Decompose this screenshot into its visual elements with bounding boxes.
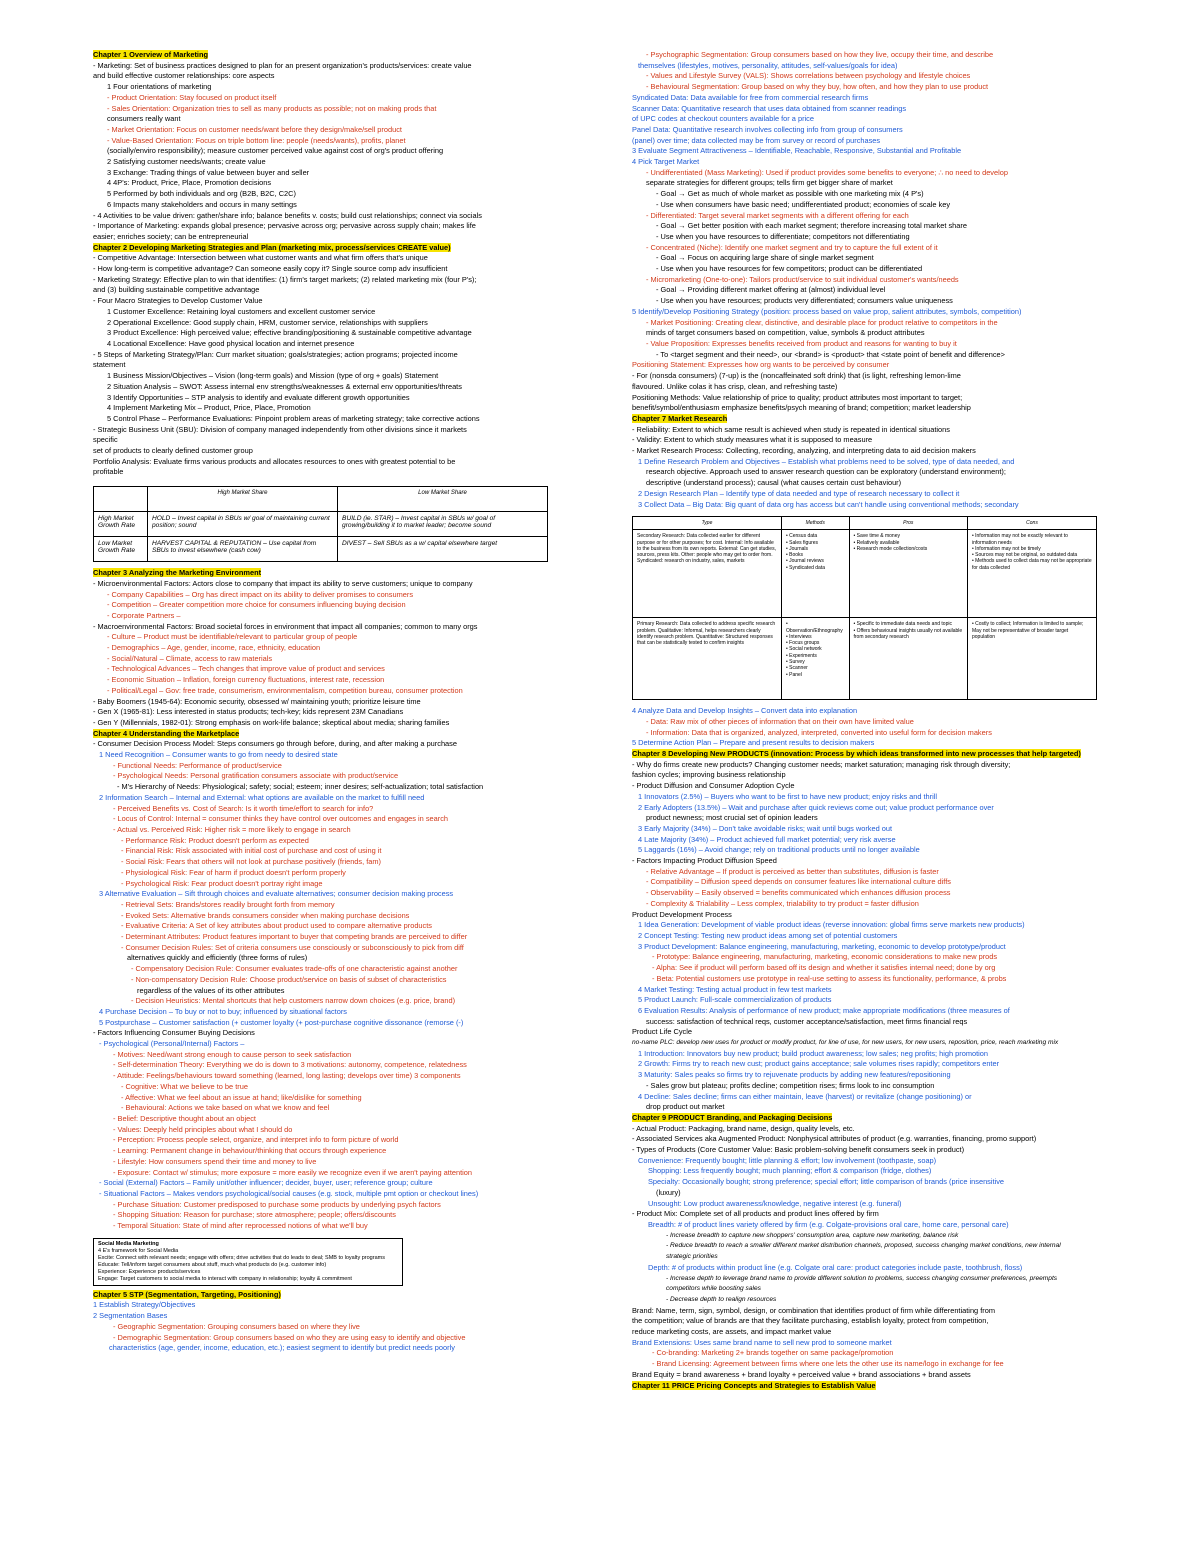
text-line: Shopping: Less frequently bought; much planning; effort & comparison (fridge, clothes) [648, 1166, 932, 1176]
text-line: - Factors Impacting Product Diffusion Speed [632, 856, 777, 866]
text-line: - Technological Advances – Tech changes that improve value of product and services [107, 664, 385, 674]
box-line: Experience: Experience products/services [98, 1268, 201, 1275]
text-line: Unsought: Low product awareness/knowledge, negative interest (e.g. funeral) [648, 1198, 902, 1208]
text-line: - Observability – Easily observed = benefits communicated which enhances diffusion process [646, 888, 951, 898]
text-line: - Gen X (1965-81): Less interested in status products; tech-key; kids represent 23M Canadians [93, 707, 404, 717]
text-line: 3 Collect Data – Big Data: Big quant of data org has access but can't handle using conventional methods; secondary [638, 499, 1019, 509]
text-line: 2 Satisfying customer needs/wants; create value [107, 157, 266, 167]
text-line: 5 Determine Action Plan – Prepare and present results to decision makers [632, 738, 875, 748]
text-line: 2 Segmentation Bases [93, 1311, 168, 1321]
text-line: 1 Need Recognition – Consumer wants to go from needy to desired state [99, 750, 338, 760]
text-line: 1 Innovators (2.5%) – Buyers who want to be first to have new product; enjoy risks and thrill [638, 791, 938, 801]
text-line: - Political/Legal – Gov: free trade, consumerism, environmentalism, competition bureau, consumer protection [107, 685, 463, 695]
table-header-cell: Methods [782, 517, 850, 530]
text-line: - Actual Product: Packaging, brand name, design, quality levels, etc. [632, 1123, 855, 1133]
text-line: 3 Alternative Evaluation – Sift through choices and evaluate alternatives; consumer decision making process [99, 889, 454, 899]
text-line: - Competition – Greater competition more choice for consumers influencing buying decision [107, 600, 406, 610]
chapter9-section [632, 1113, 1097, 1391]
text-line: - Reduce breadth to reach a smaller different market distribution channels, proposed, success changing market conditions, new internal [666, 1242, 1061, 1250]
text-line: - Functional Needs: Performance of product/service [113, 760, 282, 770]
text-line: reduce marketing costs, are assets, and impact market value [632, 1327, 832, 1337]
text-line: - Strategic Business Unit (SBU): Division of company managed independently from other divisions since it markets [93, 424, 467, 434]
text-line: - To <target segment and their need>, our <brand> is <product> that <state point of benefit and difference> [656, 349, 1005, 359]
chapter-heading [632, 1381, 1097, 1392]
text-line: competitors while boosting sales [666, 1285, 761, 1293]
table-header-cell [94, 487, 148, 512]
text-line: - Macroenvironmental Factors: Broad societal forces in environment that impact all companies; common to many orgs [93, 621, 478, 631]
table-cell: • Save time & money • Relatively available • Research mode collection/costs [849, 530, 968, 618]
text-line: - Product Diffusion and Consumer Adoption Cycle [632, 781, 795, 791]
text-line: 1 Establish Strategy/Objectives [93, 1300, 196, 1310]
left-column [93, 50, 553, 1354]
text-line: 5 Laggards (16%) – Avoid change; rely on traditional products until no longer available [638, 845, 920, 855]
chapter1-section [93, 50, 553, 243]
text-line: specific [93, 435, 118, 445]
table-cell: • Information may not be exactly relevant to information needs • Information may not be timely • Sources may not be original, so outdated data • Methods used to collect data may not be appropriate for data collected [968, 530, 1097, 618]
text-line: themselves (lifestyles, motives, personality, attitudes, self-values/goals for idea) [638, 60, 898, 70]
text-line: - Social (External) Factors – Family unit/other influencer; decider, buyer, user; reference group; culture [99, 1178, 433, 1188]
text-line: - Psychographic Segmentation: Group consumers based on how they live, occupy their time, and describe [646, 50, 994, 59]
text-line: - Performance Risk: Product doesn't perform as expected [121, 835, 309, 845]
text-line: 2 Design Research Plan – Identify type of data needed and type of research necessary to collect it [638, 488, 960, 498]
table-header-row [94, 487, 548, 512]
text-line: regardless of the values of its other attributes [137, 985, 285, 995]
chapter-heading [93, 568, 553, 579]
text-line: consumers really want [107, 114, 181, 124]
text-line: profitable [93, 467, 124, 477]
text-line: 2 Information Search – Internal and External: what options are available on the market to fulfill need [99, 792, 425, 802]
text-line: - Corporate Partners – [107, 610, 181, 620]
text-line: - Value-Based Orientation: Focus on triple bottom line: people (needs/wants), profits, planet [107, 135, 406, 145]
text-line: statement [93, 360, 126, 370]
text-line: - Microenvironmental Factors: Actors close to company that impact its ability to serve customers; unique to company [93, 578, 473, 588]
text-line: - Belief: Descriptive thought about an object [113, 1113, 256, 1123]
text-line: - How long-term is competitive advantage? Can someone easily copy it? Single source comp adv insufficient [93, 264, 448, 274]
text-line: strategic priorities [666, 1253, 718, 1261]
text-line: 2 Situation Analysis – SWOT: Assess internal env strengths/weaknesses & external env opportunities/threats [107, 381, 462, 391]
text-line: - Psychological Needs: Personal gratification consumers associate with product/service [113, 771, 399, 781]
text-line: - Complexity & Trialability – Less complex, trialability to try product = faster diffusion [646, 898, 919, 908]
heading-highlight: Chapter 2 Developing Marketing Strategies and Plan (marketing mix, process/services CREATE value) [93, 242, 451, 252]
text-line: - Affective: What we feel about an issue at hand; like/dislike for something [121, 1092, 362, 1102]
table-header-row [633, 517, 1097, 530]
text-line: flavoured. Unlike colas it has crisp, clean, and refreshing taste) [632, 381, 838, 391]
text-line: - For (nonsda consumers) (7-up) is the (noncaffeinated soft drink) that (is light, refreshing lemon-lime [632, 371, 961, 381]
text-line: - Competitive Advantage: Intersection between what customer wants and what firm offers that's unique [93, 253, 428, 263]
text-line: - Use when you have resources to differentiate; competitors not differentiating [656, 231, 910, 241]
text-line: - Purchase Situation: Customer predisposed to purchase some products by underlying psych factors [113, 1199, 441, 1209]
text-line: - Product Mix: Complete set of all products and product lines offered by firm [632, 1209, 879, 1219]
analysis-section [632, 706, 1097, 749]
table-row [633, 530, 1097, 618]
segmentation-section [632, 50, 1097, 414]
research-types-table [632, 516, 1097, 700]
text-line: - Economic Situation – Inflation, foreign currency fluctuations, interest rate, recession [107, 675, 385, 685]
text-line: set of products to clearly defined customer group [93, 446, 253, 456]
text-line: and (3) building sustainable competitive advantage [93, 285, 260, 295]
text-line: - Values: Deeply held principles about what I should do [113, 1124, 293, 1134]
table-header-cell: Pros [849, 517, 968, 530]
text-line: - Self-determination Theory: Everything we do is down to 3 motivations: autonomy, competence, relatedness [113, 1060, 467, 1070]
table-header-cell: Cons [968, 517, 1097, 530]
text-line: Brand: Name, term, sign, symbol, design, or combination that identifies product of firm while differentiating from [632, 1305, 995, 1315]
chapter8-section [632, 749, 1097, 1113]
text-line: - Motives: Need/want strong enough to cause person to seek satisfaction [113, 1049, 352, 1059]
text-line: - Perception: Process people select, organize, and interpret info to form picture of world [113, 1135, 399, 1145]
text-line: 4 Late Majority (34%) – Product achieved full market potential; very risk averse [638, 834, 896, 844]
text-line: 3 Identify Opportunities – STP analysis to identify and evaluate different growth opportunities [107, 392, 410, 402]
text-line: 1 Introduction: Innovators buy new product; build product awareness; low sales; neg profits; high promotion [638, 1048, 989, 1058]
text-line: - Geographic Segmentation: Grouping consumers based on where they live [113, 1321, 360, 1331]
text-line: - Gen Y (Millennials, 1982-01): Strong emphasis on work-life balance; skeptical about media; sharing families [93, 717, 450, 727]
text-line: - Use when you have resources; products very differentiated; consumers value uniqueness [656, 296, 953, 306]
text-line: - Cognitive: What we believe to be true [121, 1081, 248, 1091]
text-line: - Goal → Get as much of whole market as possible with one marketing mix (4 P's) [656, 189, 924, 199]
text-line: - Exposure: Contact w/ stimulus; more exposure = more easily we recognize even if we aren't paying attention [113, 1167, 473, 1177]
text-line: 1 Idea Generation: Development of viable product ideas (reverse innovation: global firms serve markets new products) [638, 920, 1025, 930]
text-line: 3 Early Majority (34%) – Don't take avoidable risks; wait until bugs worked out [638, 823, 893, 833]
table-row [633, 618, 1097, 700]
text-line: - Market Research Process: Collecting, recording, analyzing, and interpreting data to aid decision makers [632, 446, 976, 456]
text-line: - Retrieval Sets: Brands/stores readily brought forth from memory [121, 899, 335, 909]
table-cell: Low Market Growth Rate [94, 537, 148, 562]
text-line: Specialty: Occasionally bought; strong preference; special effort; little comparison of brands (price insensitive [648, 1177, 1005, 1187]
text-line: - Concentrated (Niche): Identify one market segment and try to capture the full extent of it [646, 242, 938, 252]
text-line: 6 Evaluation Results: Analysis of performance of new product; make appropriate modifications (three measures of [638, 1005, 1010, 1015]
chapter2-section [93, 243, 553, 478]
text-line: - Baby Boomers (1945-64): Economic security, obsessed w/ maintaining youth; prioritize leisure time [93, 696, 421, 706]
text-line: 4 Decline: Sales decline; firms can either maintain, leave (harvest) or revitalize (change positioning) or [638, 1091, 972, 1101]
text-line: - Shopping Situation: Reason for purchase; store atmosphere; people; offers/discounts [113, 1210, 396, 1220]
text-line: Convenience: Frequently bought; little planning & effort; low involvement (toothpaste, soap) [638, 1155, 937, 1165]
text-line: - Learning: Permanent change in behaviour/thinking that occurs through experience [113, 1146, 387, 1156]
text-line: Portfolio Analysis: Evaluate firms various products and allocates resources to ones with greatest potential to be [93, 456, 456, 466]
text-line: Panel Data: Quantitative research involves collecting info from group of consumers [632, 124, 903, 134]
text-line: 1 Define Research Problem and Objectives – Establish what problems need to be solved, type of data needed, and [638, 456, 1015, 466]
box-line: Social Media Marketing [98, 1240, 159, 1247]
text-line: - Sales Orientation: Organization tries to sell as many products as possible; not on making prods that [107, 103, 437, 113]
text-line: descriptive (understand process); causal (what causes certain cust behaviour) [646, 478, 902, 488]
text-line: - Non-compensatory Decision Rule: Choose product/service on basis of subset of characteristics [131, 974, 447, 984]
text-line: - Micromarketing (One-to-one): Tailors product/service to suit individual customer's wants/needs [646, 274, 959, 284]
text-line: 4 Locational Excellence: Have good physical location and internet presence [107, 338, 355, 348]
chapter-heading [93, 243, 553, 254]
text-line: of UPC codes at checkout counters available for a price [632, 114, 814, 124]
chapter-heading [93, 729, 553, 740]
text-line: - Co-branding: Marketing 2+ brands together on same package/promotion [652, 1348, 894, 1358]
heading-highlight: Chapter 4 Understanding the Marketplace [93, 728, 240, 738]
text-line: 3 Maturity: Sales peaks so firms try to rejuvenate products by adding new features/repositioning [638, 1070, 951, 1080]
text-line: - Demographic Segmentation: Group consumers based on who they are using easy to identify and objective [113, 1332, 466, 1342]
table-cell: • Census data • Sales figures • Journals • Books • Journal reviews • Syndicated data [782, 530, 850, 618]
portfolio-analysis-table [93, 486, 548, 562]
text-line: - Four Macro Strategies to Develop Customer Value [93, 296, 263, 306]
text-line: - Differentiated: Target several market segments with a different offering for each [646, 210, 909, 220]
text-line: - Culture – Product must be identifiable/relevant to particular group of people [107, 632, 358, 642]
text-line: - Psychological (Personal/Internal) Factors – [99, 1039, 245, 1049]
table-cell: HARVEST CAPITAL & REPUTATION – Use capital from SBUs to invest elsewhere (cash cow) [148, 537, 338, 562]
text-line: Scanner Data: Quantitative research that uses data obtained from scanner readings [632, 103, 907, 113]
text-line: 5 Performed by both individuals and org (B2B, B2C, C2C) [107, 189, 296, 199]
text-line: the competition; value of brands are that they facilitate purchasing, establish loyalty, protect from competition, [632, 1316, 989, 1326]
text-line: - Use when you have resources for few competitors; product can be differentiated [656, 264, 923, 274]
text-line: characteristics (age, gender, income, education, etc.); easiest segment to identify but predict needs poorly [109, 1343, 455, 1353]
text-line: - Locus of Control: Internal = consumer thinks they have control over outcomes and engages in search [113, 814, 449, 824]
chapter-heading [93, 1290, 553, 1301]
text-line: - Values and Lifestyle Survey (VALS): Shows correlations between psychology and lifestyle choices [646, 71, 971, 81]
text-line: Product Development Process [632, 909, 732, 919]
text-line: - Temporal Situation: State of mind after reprocessed notions of what we'll buy [113, 1221, 368, 1231]
text-line: - Psychological Risk: Fear product doesn't portray right image [121, 878, 323, 888]
text-line: - Financial Risk: Risk associated with initial cost of purchase and cost of using it [121, 846, 382, 856]
chapter-heading [632, 1113, 1097, 1124]
text-line: 1 Four orientations of marketing [107, 82, 212, 92]
text-line: 4 Analyze Data and Develop Insights – Convert data into explanation [632, 706, 858, 716]
box-line: Educate: Tell/inform target consumers about stuff, much what products do (e.g. customer info) [98, 1261, 327, 1268]
box-line: Excite: Connect with relevant needs; engage with offers; drive activities that do leads to deal; SMB to loyalty programs [98, 1254, 385, 1261]
heading-highlight: Chapter 8 Developing New PRODUCTS (innovation: Process by which ideas transformed into new processes that help targeted) [632, 749, 1081, 759]
heading-highlight: Chapter 1 Overview of Marketing [93, 50, 208, 59]
chapter3-section [93, 568, 553, 729]
text-line: - Marketing: Set of business practices designed to plan for an present organization's products/services: create value [93, 60, 472, 70]
text-line: - Market Orientation: Focus on customer needs/want before they design/make/sell product [107, 124, 402, 134]
text-line: minds of target consumers based on competition, value, symbols & product attributes [646, 328, 925, 338]
text-line: - Value Proposition: Expresses benefits received from product and reasons for wanting to buy it [646, 338, 957, 348]
text-line: 3 Product Development: Balance engineering, manufacturing, marketing, economic to develop prototype/product [638, 941, 1006, 951]
text-line: Brand Extensions: Uses same brand name to sell new prod to someone market [632, 1337, 892, 1347]
heading-highlight: Chapter 9 PRODUCT Branding, and Packaging Decisions [632, 1112, 833, 1122]
text-line: - Goal → Focus on acquiring large share of single market segment [656, 253, 874, 263]
right-column [632, 50, 1097, 1391]
text-line: - Factors Influencing Consumer Buying Decisions [93, 1028, 255, 1038]
text-line: 4 Pick Target Market [632, 157, 700, 167]
text-line: - Why do firms create new products? Changing customer needs; market saturation; managing risk through diversity; [632, 759, 1011, 769]
text-line: - Consumer Decision Rules: Set of criteria consumers use consciously or subconsciously to pick from diff [121, 942, 464, 952]
text-line: - Increase depth to leverage brand name to provide different solution to problems, success changing consumer preferences, preempts [666, 1274, 1058, 1282]
chapter5-section [93, 1290, 553, 1354]
text-line: - Consumer Decision Process Model: Steps consumers go through before, during, and after making a purchase [93, 739, 457, 749]
text-line: 4 Purchase Decision – To buy or not to buy; influenced by situational factors [99, 1006, 348, 1016]
text-line: fashion cycles; improving business relationship [632, 770, 786, 780]
text-line: - Behavioural: Actions we take based on what we know and feel [121, 1103, 330, 1113]
text-line: easier; enriches society; can be entrepreneurial [93, 231, 249, 241]
heading-highlight: Chapter 11 PRICE Pricing Concepts and Strategies to Establish Value [632, 1380, 876, 1390]
text-line: benefit/symbol/enthusiasm emphasize benefits/psych meaning of brand; competition; market leadership [632, 403, 971, 413]
text-line: - M's Hierarchy of Needs: Physiological; safety; social; esteem; inner desires; self-actualization; total satisfaction [117, 782, 484, 792]
text-line: Product Life Cycle [632, 1027, 692, 1037]
text-line: - Beta: Potential customers use prototype in real-use setting to assess its functionality, performance, & probs [652, 973, 1007, 983]
text-line: - Associated Services aka Augmented Product: Nonphysical attributes of product (e.g. warranties, financing, promo support) [632, 1134, 1037, 1144]
text-line: success: satisfaction of technical reqs, customer acceptance/satisfaction, meet firms financial reqs [646, 1016, 968, 1026]
text-line: 1 Customer Excellence: Retaining loyal customers and excellent customer service [107, 306, 376, 316]
chapter-heading [93, 50, 553, 61]
box-line: Engage: Target customers to social media to interact with company in relationship; loyalty & commitment [98, 1275, 352, 1282]
text-line: 2 Concept Testing: Testing new product ideas among set of potential customers [638, 931, 898, 940]
text-line: no-name PLC: develop new uses for product or modify product, for line of use, for new users, for new users, reposition, price, reach marketing mix [632, 1039, 1059, 1047]
text-line: - Undifferentiated (Mass Marketing): Used if product provides some benefits to everyone; ∴ no need to develop [646, 167, 1008, 177]
text-line: - Alpha: See if product will perform based off its design and whether it satisfies internal need; done by org [652, 963, 996, 973]
text-line: - Types of Products (Core Customer Value: Basic problem-solving benefit consumers seek in product) [632, 1145, 965, 1155]
table-cell: Primary Research: Data collected to address specific research problem. Qualitative: Informal, helps researchers clearly identify research problem. Quantitative: Structured responses that can be statistically tested to confirm insights [633, 618, 782, 700]
text-line: 3 Product Excellence: High perceived value; effective branding/positioning & sustainable competitive advantage [107, 328, 472, 338]
text-line: 2 Early Adopters (13.5%) – Wait and purchase after quick reviews come out; value product performance over [638, 802, 994, 812]
table-header-cell: Type [633, 517, 782, 530]
text-line: - Brand Licensing: Agreement between firms where one lets the other use its name/logo in exchange for fee [652, 1359, 1004, 1369]
text-line: - Marketing Strategy: Effective plan to win that identifies: (1) firm's target markets; (2) related marketing mix (four P's); [93, 274, 477, 284]
text-line: - Goal → Providing different market offering at (almost) individual level [656, 285, 886, 295]
text-line: 4 Implement Marketing Mix – Product, Price, Place, Promotion [107, 403, 311, 413]
text-line: Breadth: # of product lines variety offered by firm (e.g. Colgate-provisions oral care, home care, personal care) [648, 1219, 1009, 1229]
table-header-cell: High Market Share [148, 487, 338, 512]
text-line: - 5 Steps of Marketing Strategy/Plan: Curr market situation; goals/strategies; action programs; projected income [93, 349, 458, 359]
text-line: 3 Evaluate Segment Attractiveness – Identifiable, Reachable, Responsive, Substantial and Profitable [632, 146, 962, 156]
text-line: 2 Growth: Firms try to reach new cust; product gains acceptance; sale volumes rises rapidly; competitors enter [638, 1059, 1000, 1069]
text-line: - Decision Heuristics: Mental shortcuts that help customers narrow down choices (e.g. price, brand) [131, 996, 456, 1006]
table-row [94, 537, 548, 562]
text-line: - Behavioural Segmentation: Group based on why they buy, how often, and how they plan to use product [646, 82, 989, 92]
text-line: 5 Postpurchase – Customer satisfaction (+ customer loyalty (+ post-purchase cognitive dissonance (remorse (-) [99, 1017, 464, 1027]
table-cell: • Observation/Ethnography • Interviews • Focus groups • Social network • Experiments • Survey • Scanner • Panel [782, 618, 850, 700]
heading-highlight: Chapter 7 Market Research [632, 413, 728, 423]
text-line: - Situational Factors – Makes vendors psychological/social causes (e.g. stock, multiple pmt option or checkout lines) [99, 1188, 479, 1198]
text-line: - Physiological Risk: Fear of harm if product doesn't perform properly [121, 867, 346, 877]
text-line: - Perceived Benefits vs. Cost of Search: Is it worth time/effort to search for info? [113, 803, 374, 813]
table-cell: Secondary Research: Data collected earlier for different purpose or for other purposes; for cost. Internal: Info available to the business from its own reports. External: Can get studies, sources, press kits. Other: people who may get to order from. Syndicated: research on industry, sales, markets [633, 530, 782, 618]
text-line: 4 Market Testing: Testing actual product in few test markets [638, 984, 832, 994]
table-cell: High Market Growth Rate [94, 512, 148, 537]
text-line: - Importance of Marketing: expands global presence; pervasive across org; pervasive across supply chain; makes life [93, 221, 476, 231]
text-line: - Relative Advantage – If product is perceived as better than substitutes, diffusion is faster [646, 866, 939, 876]
text-line: - Company Capabilities – Org has direct impact on its ability to deliver promises to consumers [107, 589, 414, 599]
text-line: - Data: Raw mix of other pieces of information that on their own have limited value [646, 716, 914, 726]
text-line: - Goal → Get better position with each market segment; therefore increasing total market share [656, 221, 967, 231]
text-line: 3 Exchange: Trading things of value between buyer and seller [107, 167, 310, 177]
text-line: - Sales grow but plateau; profits decline; competition rises; firms look to inc consumption [646, 1080, 935, 1090]
box-line: 4 E's framework for Social Media [98, 1247, 179, 1254]
chapter-heading [632, 749, 1097, 760]
text-line: Brand Equity = brand awareness + brand loyalty + perceived value + brand associations + brand assets [632, 1369, 971, 1379]
heading-highlight: Chapter 5 STP (Segmentation, Targeting, Positioning) [93, 1289, 281, 1299]
table-cell: • Costly to collect; Information is limited to sample; May not be representative of broader target population [968, 618, 1097, 700]
text-line: - Demographics – Age, gender, income, race, ethnicity, education [107, 643, 321, 653]
text-line: - Compensatory Decision Rule: Consumer evaluates trade-offs of one characteristic against another [131, 964, 458, 974]
text-line: (panel) over time; data collected may be from survey or record of purchases [632, 135, 881, 145]
table-cell: • Specific to immediate data needs and topic • Offers behavioural insights usually not available from secondary research [849, 618, 968, 700]
text-line: 5 Control Phase – Performance Evaluations: Pinpoint problem areas of marketing strategy; take corrective actions [107, 413, 480, 423]
text-line: - Reliability: Extent to which same result is achieved when study is repeated in identical situations [632, 424, 950, 434]
text-line: - Compatibility – Diffusion speed depends on consumer features like international culture diffs [646, 877, 951, 887]
text-line: Syndicated Data: Data available for free from commercial research firms [632, 92, 869, 102]
text-line: - Determinant Attributes: Product features important to buyer that competing brands are perceived to differ [121, 932, 468, 942]
text-line: - Decrease depth to realign resources [666, 1295, 777, 1303]
heading-highlight: Chapter 3 Analyzing the Marketing Environment [93, 568, 262, 578]
text-line: - Actual vs. Perceived Risk: Higher risk = more likely to engage in search [113, 825, 351, 834]
table-cell: BUILD (ie. STAR) – Invest capital in SBUs w/ goal of growing/building it to market leader; become sound [338, 512, 548, 537]
text-line: drop product out market [646, 1102, 725, 1112]
table-row [94, 512, 548, 537]
text-line: alternatives quickly and efficiently (three forms of rules) [127, 953, 308, 963]
text-line: product newness; most crucial set of opinion leaders [646, 813, 818, 823]
text-line: - Social Risk: Fears that others will not look at purchase positively (friends, fam) [121, 857, 382, 867]
text-line: 5 Identify/Develop Positioning Strategy (position: process based on value prop, salient attributes, symbols, competition) [632, 306, 1022, 316]
text-line: - Evaluative Criteria: A Set of key attributes about product used to compare alternative products [121, 921, 432, 931]
text-line: (luxury) [656, 1187, 681, 1197]
text-line: Depth: # of products within product line (e.g. Colgate oral care: product categories include paste, toothbrush, floss) [648, 1262, 1023, 1272]
text-line: - Social/Natural – Climate, access to raw materials [107, 653, 273, 663]
text-line: 4 4P's: Product, Price, Place, Promotion decisions [107, 178, 272, 188]
text-line: 1 Business Mission/Objectives – Vision (long-term goals) and Mission (type of org + goals) Statement [107, 371, 439, 381]
text-line: research objective. Approach used to answer research question can be exploratory (understand environment); [646, 467, 1006, 477]
table-header-cell: Low Market Share [338, 487, 548, 512]
text-line: - Market Positioning: Creating clear, distinctive, and desirable place for product relative to competitors in the [646, 317, 998, 327]
text-line: 5 Product Launch: Full-scale commercialization of products [638, 995, 832, 1005]
table-cell: HOLD – Invest capital in SBUs w/ goal of maintaining current position; sound [148, 512, 338, 537]
chapter4-section [93, 729, 553, 1232]
social-media-box [93, 1238, 403, 1286]
text-line: Positioning Methods: Value relationship of price to quality; product attributes most important to target; [632, 392, 963, 402]
text-line: (socially/enviro responsibility); measure customer perceived value against cost of org's product offering [107, 146, 444, 156]
text-line: 6 Impacts many stakeholders and occurs in many settings [107, 199, 297, 209]
text-line: - Use when consumers have basic need; undifferentiated product; economies of scale key [656, 199, 951, 209]
text-line: Positioning Statement: Expresses how org wants to be perceived by consumer [632, 360, 890, 370]
text-line: and build effective customer relationships: core aspects [93, 71, 275, 81]
text-line: 2 Operational Excellence: Good supply chain, HRM, customer service, relationships with suppliers [107, 317, 428, 327]
text-line: separate strategies for different groups; tells firm get bigger share of market [646, 178, 893, 188]
chapter-heading [632, 414, 1097, 425]
text-line: - Lifestyle: How consumers spend their time and money to live [113, 1156, 317, 1166]
text-line: - Increase breadth to capture new shoppers' consumption area, capture new marketing, balance risk [666, 1231, 959, 1239]
table-cell: DIVEST – Sell SBUs as a w/ capital elsewhere target [338, 537, 548, 562]
text-line: - Prototype: Balance engineering, manufacturing, marketing, economic considerations to make new prods [652, 952, 998, 962]
text-line: - Product Orientation: Stay focused on product itself [107, 92, 277, 102]
text-line: - Attitude: Feelings/behaviours toward something (learned, long lasting; develops over time) 3 components [113, 1071, 461, 1081]
text-line: - Evoked Sets: Alternative brands consumers consider when making purchase decisions [121, 910, 410, 920]
text-line: - Validity: Extent to which study measures what it is supposed to measure [632, 435, 873, 445]
text-line: - Information: Data that is organized, analyzed, interpreted, converted into useful form for decision makers [646, 727, 992, 737]
text-line: - 4 Activities to be value driven: gather/share info; balance benefits v. costs; build cust relationships; connect via socials [93, 210, 482, 220]
chapter7-section [632, 414, 1097, 510]
